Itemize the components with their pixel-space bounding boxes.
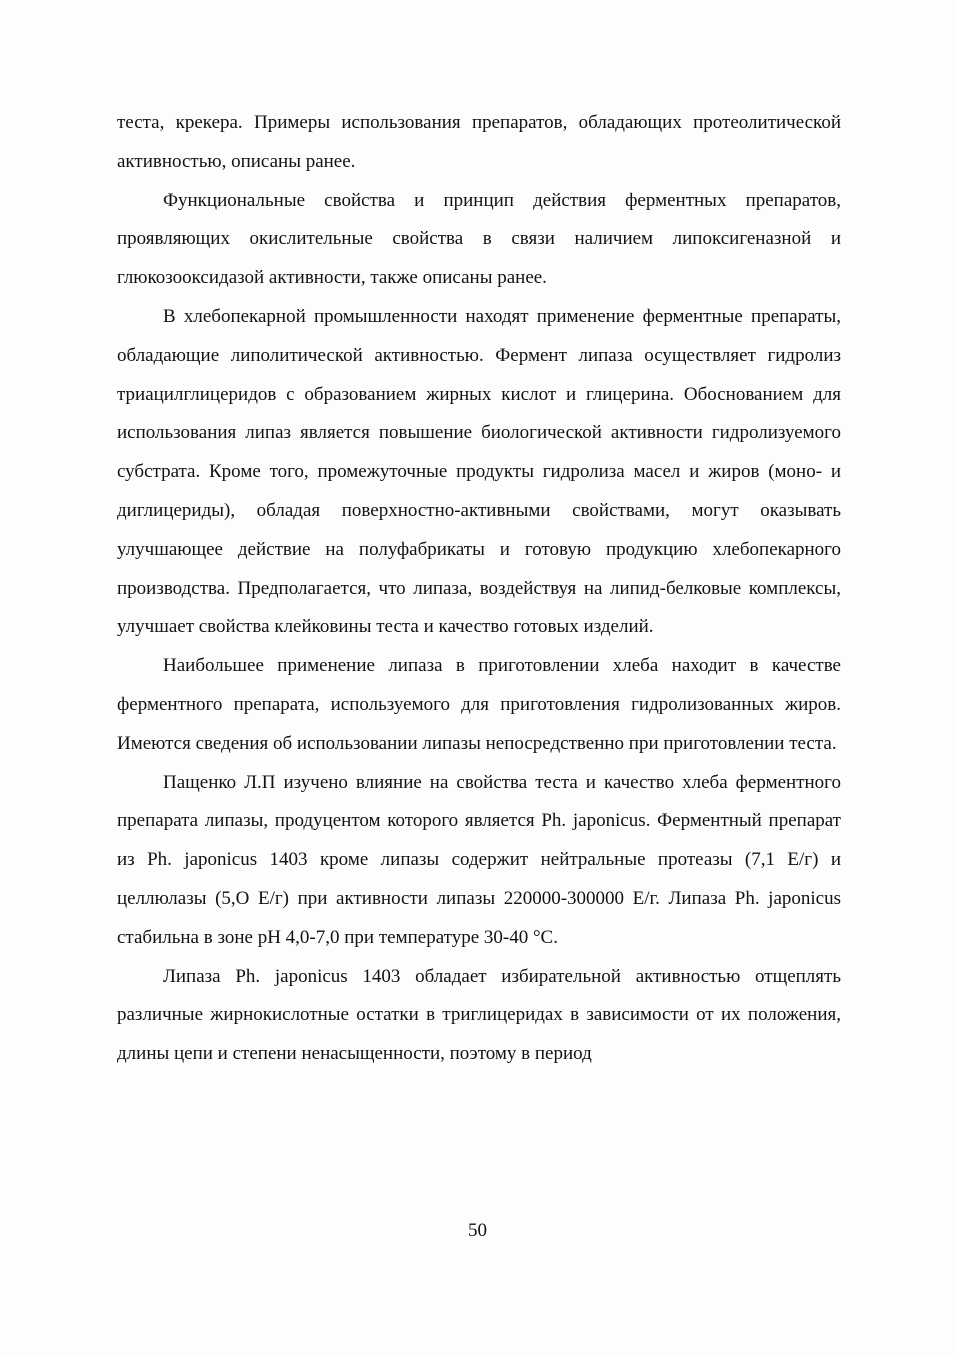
paragraph-3: В хлебопекарной промышленности находят применение ферментные препараты, обладающие липолитической активностью. Фермент липаза осуществляет гидролиз триацилглицеридов с образованием жирных кислот и глицерина. Обоснованием для использования липаз является повышение биологической активности гидролизуемого субстрата. Кроме того, промежуточные продукты гидролиза масел и жиров (моно- и диглицериды), обладая поверхностно-активными свойствами, могут оказывать улучшающее действие на полуфабрикаты и готовую продукцию хлебопекарного производства. Предполагается, что липаза, воздействуя на липид-белковые комплексы, улучшает свойства клейковины теста и качество готовых изделий. [117,305,841,638]
paragraph-5: Пащенко Л.П изучено влияние на свойства теста и качество хлеба ферментного препарата липазы, продуцентом которого является Ph. japonicus. Ферментный препарат из Ph. japonicus 1403 кроме липазы содержит нейтральные протеазы (7,1 Е/г) и целлюлазы (5,О Е/г) при активности липазы 220000-300000 Е/г. Липаза Ph. japonicus стабильна в зоне pH 4,0-7,0 при температуре 30-40 °С. [117,771,841,948]
page-number: 50 [468,1220,487,1241]
body-text [117,104,841,1074]
paragraph-1: теста, крекера. Примеры использования препаратов, обладающих протеолитической активностью, описаны ранее. [117,112,841,172]
paragraph-2: Функциональные свойства и принцип действия ферментных препаратов, проявляющих окислительные свойства в связи наличием липоксигеназной и глюкозооксидазой активности, также описаны ранее. [117,189,841,289]
paragraph-4: Наибольшее применение липаза в приготовлении хлеба находит в качестве ферментного препарата, используемого для приготовления гидролизованных жиров. Имеются сведения об использовании липазы непосредственно при приготовлении теста. [117,655,841,754]
paragraph-6: Липаза Ph. japonicus 1403 обладает избирательной активностью отщеплять различные жирнокислотные остатки в триглицеридах в зависимости от их положения, длины цепи и степени ненасыщенности, поэтому в период [117,965,841,1065]
